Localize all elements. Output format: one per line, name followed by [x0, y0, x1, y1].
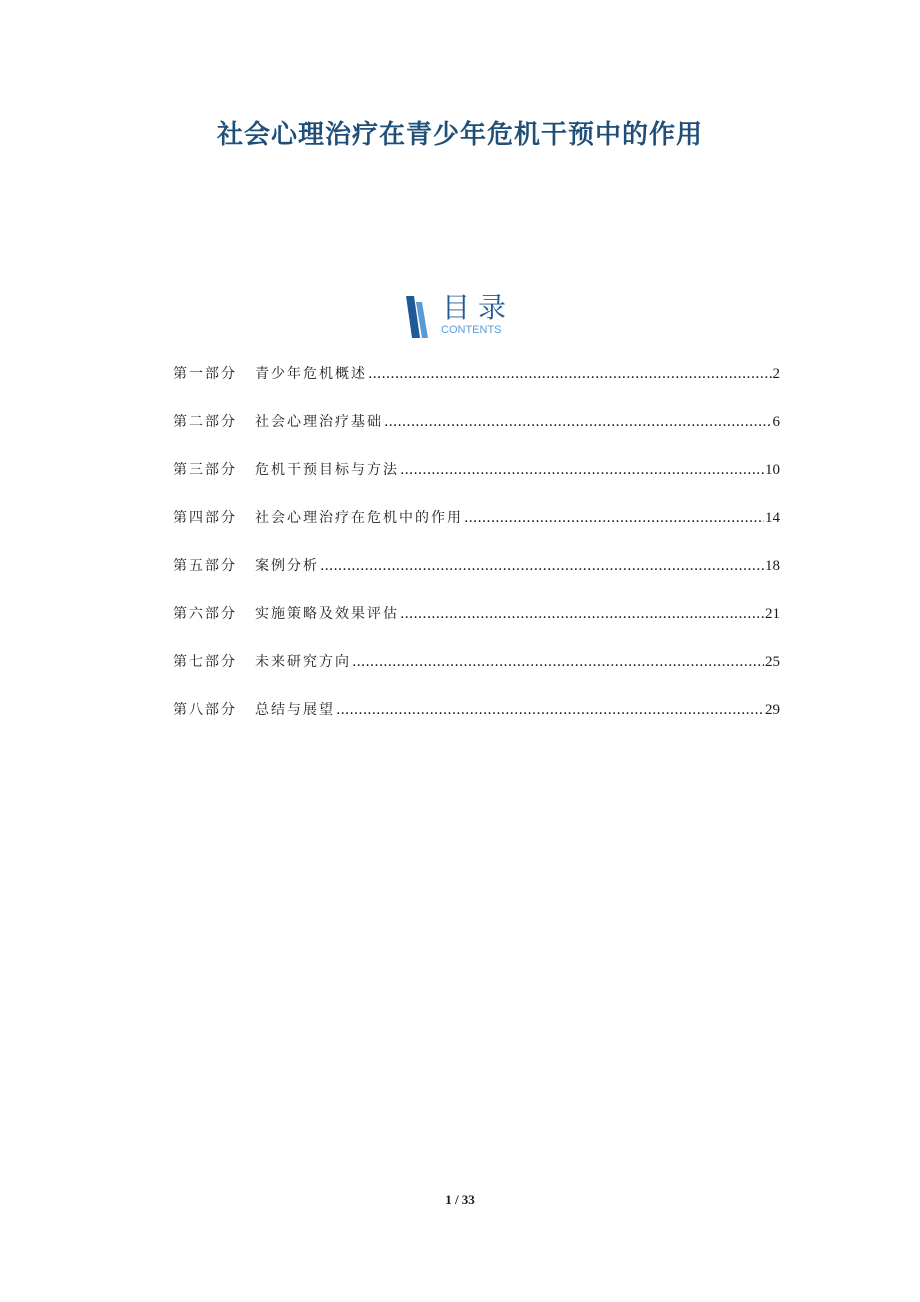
toc-entry-page: 25 — [765, 654, 780, 670]
toc-entry-leader — [352, 652, 764, 672]
toc-entry-page: 29 — [765, 702, 780, 718]
toc-entry-title: 社会心理治疗在危机中的作用 — [255, 510, 463, 526]
toc-entry-title: 社会心理治疗基础 — [255, 414, 383, 430]
toc-entry-page: 2 — [772, 366, 780, 382]
toc-entry-leader — [400, 460, 764, 480]
toc-entry-part: 第六部分 — [173, 606, 237, 622]
toc-entry[interactable] — [173, 364, 780, 412]
toc-list — [173, 364, 780, 748]
toc-entry-page: 6 — [772, 414, 780, 430]
toc-entry-part: 第一部分 — [173, 366, 237, 382]
toc-header — [406, 292, 526, 340]
toc-heading: 目录 — [442, 291, 515, 324]
toc-entry[interactable] — [173, 508, 780, 556]
page-number: 1 / 33 — [445, 1192, 475, 1207]
toc-entry[interactable] — [173, 412, 780, 460]
toc-entry[interactable] — [173, 460, 780, 508]
toc-entry-leader — [464, 508, 764, 528]
toc-entry-page: 18 — [765, 558, 780, 574]
toc-entry-leader — [368, 364, 772, 384]
toc-entry-page: 21 — [765, 606, 780, 622]
toc-entry-part: 第五部分 — [173, 558, 237, 574]
toc-entry-part: 第八部分 — [173, 702, 237, 718]
toc-bookmark-icon — [406, 296, 430, 338]
toc-entry-part: 第二部分 — [173, 414, 237, 430]
toc-entry-page: 14 — [765, 510, 780, 526]
toc-subheading: CONTENTS — [441, 324, 502, 336]
toc-entry[interactable] — [173, 652, 780, 700]
toc-entry-part: 第四部分 — [173, 510, 237, 526]
toc-entry-leader — [400, 604, 764, 624]
toc-entry[interactable] — [173, 700, 780, 748]
toc-entry-title: 青少年危机概述 — [255, 366, 367, 382]
toc-entry-title: 总结与展望 — [255, 702, 335, 718]
toc-entry-leader — [320, 556, 764, 576]
toc-entry[interactable] — [173, 604, 780, 652]
toc-entry-part: 第七部分 — [173, 654, 237, 670]
toc-entry-title: 案例分析 — [255, 558, 319, 574]
toc-entry-part: 第三部分 — [173, 462, 237, 478]
toc-entry-leader — [336, 700, 764, 720]
toc-entry-leader — [384, 412, 772, 432]
document-title: 社会心理治疗在青少年危机干预中的作用 — [216, 120, 703, 150]
toc-entry[interactable] — [173, 556, 780, 604]
toc-entry-title: 实施策略及效果评估 — [255, 606, 399, 622]
toc-entry-title: 危机干预目标与方法 — [255, 462, 399, 478]
toc-entry-page: 10 — [765, 462, 780, 478]
toc-entry-title: 未来研究方向 — [255, 654, 351, 670]
